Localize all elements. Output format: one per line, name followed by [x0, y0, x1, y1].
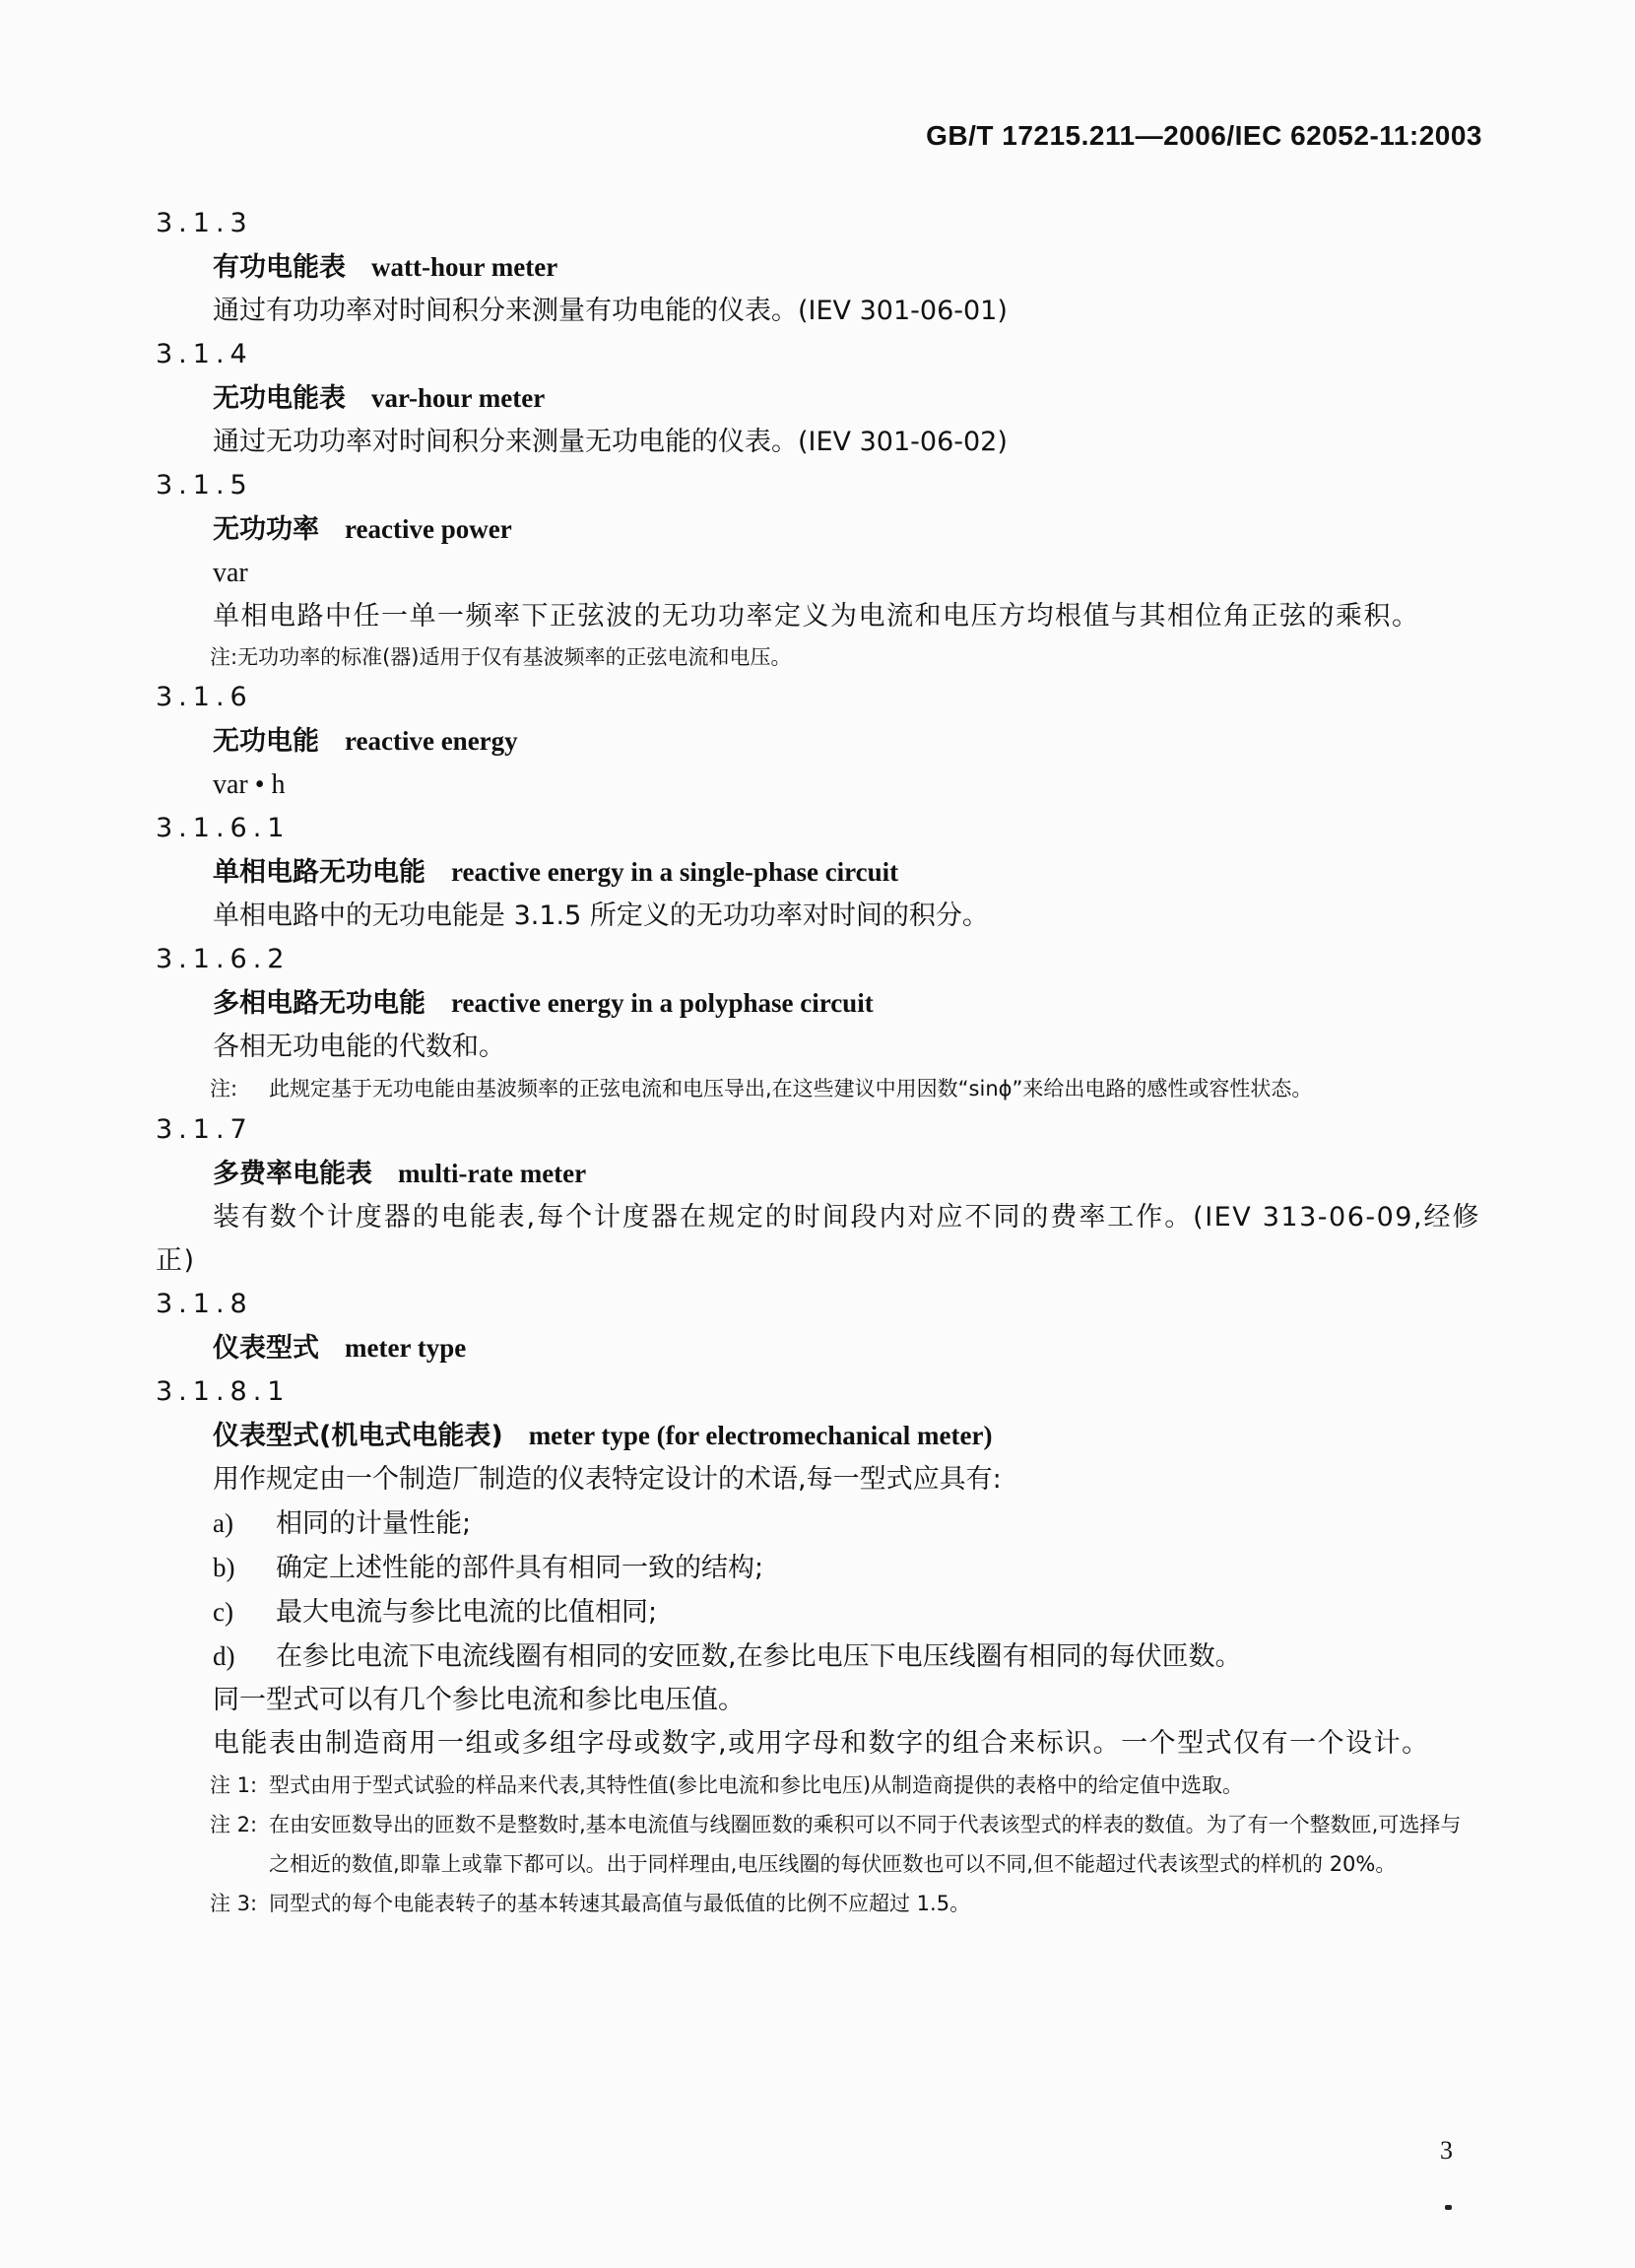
clause-number: 3.1.7 — [156, 1114, 253, 1145]
term-en: reactive energy — [345, 726, 518, 756]
term-en: meter type (for electromechanical meter) — [528, 1421, 993, 1450]
term-en: meter type — [345, 1333, 467, 1363]
clause-number: 3.1.5 — [156, 470, 253, 500]
clause-number: 3.1.3 — [156, 208, 253, 238]
term-en: reactive energy in a polyphase circuit — [451, 988, 874, 1018]
note-label: 注 2: — [210, 1813, 258, 1836]
term-cn: 无功电能表 — [213, 383, 346, 414]
note-text: 型式由用于型式试验的样品来代表,其特性值(参比电流和参比电压)从制造商提供的表格中的给定值中选取。 — [269, 1773, 1244, 1797]
note-label: 注: — [210, 1077, 238, 1101]
note — [156, 1884, 1480, 1923]
page-content — [156, 202, 1480, 1923]
term-heading — [156, 719, 1480, 764]
unit-symbol: var — [213, 558, 248, 588]
clause-number: 3.1.8 — [156, 1289, 253, 1319]
clause-number: 3.1.4 — [156, 339, 253, 369]
term-en: reactive power — [345, 514, 512, 544]
definition-paragraph: 单相电路中任一单一频率下正弦波的无功功率定义为电流和电压方均根值与其相位角正弦的乘积。 — [213, 601, 1420, 632]
list-marker: d) — [213, 1641, 235, 1671]
list-marker: a) — [213, 1508, 233, 1538]
standard-code-header: GB/T 17215.211—2006/IEC 62052-11:2003 — [926, 120, 1482, 151]
list-text: 确定上述性能的部件具有相同一致的结构; — [276, 1553, 764, 1583]
scan-speck — [1445, 2205, 1452, 2210]
term-heading — [156, 507, 1480, 552]
term-heading — [156, 1414, 1480, 1458]
note — [156, 1766, 1480, 1805]
list-text: 最大电流与参比电流的比值相同; — [276, 1597, 658, 1628]
note-label: 注 3: — [210, 1892, 258, 1915]
note-text: 同型式的每个电能表转子的基本转速其最高值与最低值的比例不应超过 1.5。 — [269, 1892, 971, 1915]
term-cn: 有功电能表 — [213, 252, 346, 283]
term-en: reactive energy in a single-phase circuit — [451, 857, 899, 887]
list-marker: c) — [213, 1597, 233, 1627]
clause-number: 3.1.6 — [156, 682, 253, 712]
term-cn: 仪表型式 — [213, 1333, 319, 1364]
note-label: 注 1: — [210, 1773, 258, 1797]
clause-number: 3.1.6.1 — [156, 813, 291, 843]
list-item — [156, 1501, 1480, 1546]
term-cn: 无功电能 — [213, 726, 319, 757]
note-text: 在由安匝数导出的匝数不是整数时,基本电流值与线圈匝数的乘积可以不同于代表该型式的样表的数值。为了有一个整数匝,可选择与之相近的数值,即靠上或靠下都可以。出于同样理由,电压线圈的每伏匝数也可以不同,但不能超过代表该型式的样机的 20%。 — [269, 1813, 1462, 1876]
definition: 单相电路中的无功电能是 3.1.5 所定义的无功功率对时间的积分。 — [213, 901, 989, 931]
term-cn: 仪表型式(机电式电能表) — [213, 1421, 503, 1451]
term-cn: 多相电路无功电能 — [213, 988, 425, 1019]
term-en: multi-rate meter — [398, 1159, 587, 1188]
definition-intro: 用作规定由一个制造厂制造的仪表特定设计的术语,每一型式应具有: — [213, 1464, 1002, 1495]
list-item — [156, 1634, 1480, 1679]
definition: 通过无功功率对时间积分来测量无功电能的仪表。(IEV 301-06-02) — [213, 427, 1008, 457]
clause-number: 3.1.8.1 — [156, 1376, 291, 1407]
list-text: 相同的计量性能; — [276, 1508, 472, 1539]
note-text: 此规定基于无功电能由基波频率的正弦电流和电压导出,在这些建议中用因数“sinϕ”来给出电路的感性或容性状态。 — [269, 1077, 1313, 1101]
unit-symbol: var • h — [213, 769, 286, 800]
list-item — [156, 1590, 1480, 1634]
term-heading — [156, 245, 1480, 290]
term-heading — [156, 850, 1480, 895]
paragraph: 同一型式可以有几个参比电流和参比电压值。 — [213, 1685, 745, 1715]
clause-number: 3.1.6.2 — [156, 944, 291, 974]
list-item — [156, 1546, 1480, 1590]
term-en: var-hour meter — [371, 383, 546, 413]
definition: 通过有功功率对时间积分来测量有功电能的仪表。(IEV 301-06-01) — [213, 296, 1008, 326]
term-en: watt-hour meter — [371, 252, 558, 282]
page-number: 3 — [1440, 2136, 1453, 2165]
term-cn: 单相电路无功电能 — [213, 857, 425, 888]
note: 注:无功功率的标准(器)适用于仅有基波频率的正弦电流和电压。 — [210, 645, 792, 669]
list-marker: b) — [213, 1553, 235, 1582]
term-cn: 多费率电能表 — [213, 1159, 372, 1189]
term-heading — [156, 981, 1480, 1026]
term-heading — [156, 1326, 1480, 1370]
term-heading — [156, 1152, 1480, 1196]
note — [156, 1805, 1480, 1884]
list-text: 在参比电流下电流线圈有相同的安匝数,在参比电压下电压线圈有相同的每伏匝数。 — [276, 1641, 1242, 1672]
paragraph: 电能表由制造商用一组或多组字母或数字,或用字母和数字的组合来标识。一个型式仅有一个设计。 — [213, 1728, 1430, 1759]
definition: 各相无功电能的代数和。 — [213, 1032, 505, 1062]
note — [156, 1069, 1480, 1108]
term-cn: 无功功率 — [213, 514, 319, 545]
term-heading — [156, 376, 1480, 421]
definition-paragraph: 装有数个计度器的电能表,每个计度器在规定的时间段内对应不同的费率工作。(IEV 313-06-09,经修正) — [156, 1202, 1480, 1276]
